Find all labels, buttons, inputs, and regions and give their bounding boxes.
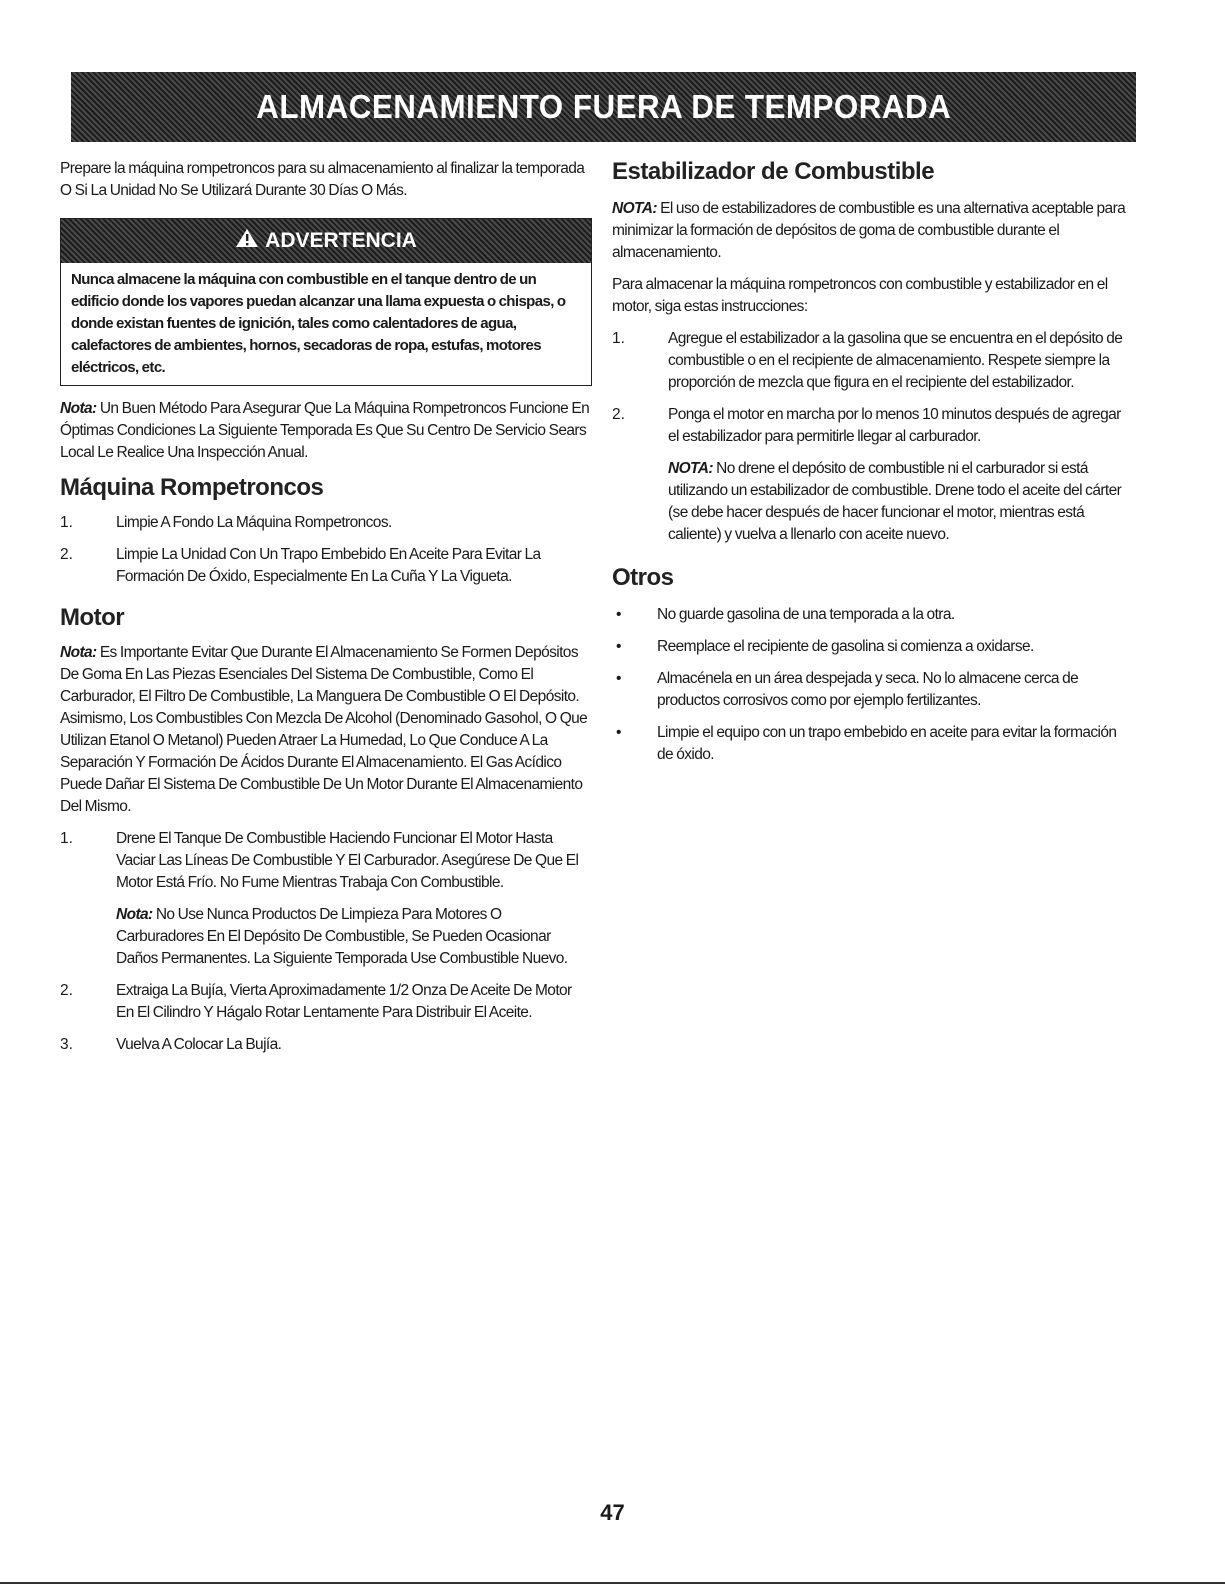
bullet-item <box>612 604 1132 626</box>
bullet-text: Reemplace el recipiente de gasolina si comienza a oxidarse. <box>657 638 1034 655</box>
list-item <box>60 512 592 534</box>
bullet-text: Almacénela en un área despejada y seca. No lo almacene cerca de productos corrosivos como por ejemplo fertilizantes. <box>657 670 1079 709</box>
item-number: 2. <box>612 406 625 423</box>
list-item <box>60 828 592 894</box>
page-title: ALMACENAMIENTO FUERA DE TEMPORADA <box>256 88 951 125</box>
bullet-marker: • <box>616 670 622 687</box>
item-text: Drene El Tanque De Combustible Haciendo Funcionar El Motor Hasta Vaciar Las Líneas De Combustible Y El Carburador. Asegúrese De Que El Motor Está Frío. No Fume Mientras Trabaja Con Combustible. <box>116 830 579 891</box>
item-text: Agregue el estabilizador a la gasolina que se encuentra en el depósito de combustible o en el recipiente de almacenamiento. Respete siempre la proporción de mezcla que figura en el recipiente del estabilizador. <box>668 330 1123 391</box>
page-number: 47 <box>600 1500 625 1525</box>
warning-header <box>61 219 591 263</box>
nota-text: No drene el depósito de combustible ni el carburador si está utilizando un estabilizador de combustible. Drene todo el aceite del cárter (se debe hacer después de hacer funcionar el motor, mientras está caliente) y vuelva a llenarlo con aceite nuevo. <box>668 460 1122 543</box>
item-text: Extraiga La Bujía, Vierta Aproximadamente 1/2 Onza De Aceite De Motor En El Cilindro Y Hágalo Rotar Lentamente Para Distribuir El Aceite. <box>116 982 572 1021</box>
nota-label: Nota: <box>116 906 153 923</box>
item-number: 2. <box>60 546 73 563</box>
left-column <box>60 158 592 1066</box>
nota-label: NOTA: <box>612 200 657 217</box>
nota-text: Un Buen Método Para Asegurar Que La Máquina Rompetroncos Funcione En Óptimas Condiciones La Siguiente Temporada Es Que Su Centro De Servicio Sears Local Le Realice Una Inspección Anual. <box>60 400 590 461</box>
nota-label: Nota: <box>60 400 97 417</box>
right-column <box>612 158 1132 776</box>
section-heading-estabilizador: Estabilizador de Combustible <box>612 158 935 185</box>
bullet-text: Limpie el equipo con un trapo embebido en aceite para evitar la formación de óxido. <box>657 724 1117 763</box>
sub-nota-paragraph <box>668 458 1132 546</box>
section-heading-otros: Otros <box>612 564 674 591</box>
list-item <box>612 404 1132 448</box>
estabilizador-paragraph: Para almacenar la máquina rompetroncos con combustible y estabilizador en el motor, siga estas instrucciones: <box>612 276 1108 315</box>
warning-text: Nunca almacene la máquina con combustible en el tanque dentro de un edificio donde los vapores puedan alcanzar una llama expuesta o chispas, o donde existan fuentes de ignición, tales como calentadores de agua, calefactores de ambientes, hornos, secadoras de ropa, estufas, motores eléctricos, etc. <box>71 271 566 376</box>
bullet-item <box>612 722 1132 766</box>
warning-triangle-icon <box>235 228 259 254</box>
list-item <box>60 544 592 588</box>
nota-text: El uso de estabilizadores de combustible es una alternativa aceptable para minimizar la formación de depósitos de goma de combustible durante el almacenamiento. <box>612 200 1126 261</box>
list-item <box>60 1034 592 1056</box>
nota-label: NOTA: <box>668 460 713 477</box>
sub-nota-paragraph <box>116 904 592 970</box>
estabilizador-nota-paragraph <box>612 198 1132 264</box>
item-number: 1. <box>60 514 73 531</box>
section-heading-maquina: Máquina Rompetroncos <box>60 474 324 501</box>
bullet-marker: • <box>616 638 622 655</box>
bottom-rule <box>0 1582 1225 1584</box>
section-heading-motor: Motor <box>60 604 125 631</box>
nota-text: Es Importante Evitar Que Durante El Almacenamiento Se Formen Depósitos De Goma En Las Piezas Esenciales Del Sistema De Combustible, Como El Carburador, El Filtro De Combustible, La Manguera De Combustible O El Depósito. Asimismo, Los Combustibles Con Mezcla De Alcohol (Denominado Gasohol, O Que Utilizan Etanol O Metanol) Pueden Atraer La Humedad, Lo Que Conduce A La Separación Y Formación De Ácidos Durante El Almacenamiento. El Gas Acídico Puede Dañar El Sistema De Combustible De Un Motor Durante El Almacenamiento Del Mismo. <box>60 644 588 815</box>
nota-label: Nota: <box>60 644 97 661</box>
bullet-item <box>612 668 1132 712</box>
item-text: Ponga el motor en marcha por lo menos 10 minutos después de agregar el estabilizador para permitirle llegar al carburador. <box>668 406 1121 445</box>
item-number: 1. <box>60 830 73 847</box>
page-banner <box>71 72 1136 142</box>
motor-nota-paragraph <box>60 642 592 818</box>
list-item <box>60 980 592 1024</box>
bullet-text: No guarde gasolina de una temporada a la otra. <box>657 606 955 623</box>
list-item <box>612 328 1132 394</box>
item-number: 3. <box>60 1036 73 1053</box>
bullet-item <box>612 636 1132 658</box>
item-text: Vuelva A Colocar La Bujía. <box>116 1036 282 1053</box>
item-number: 2. <box>60 982 73 999</box>
warning-title: ADVERTENCIA <box>265 229 417 252</box>
nota-paragraph <box>60 398 592 464</box>
bullet-marker: • <box>616 606 622 623</box>
item-text: Limpie A Fondo La Máquina Rompetroncos. <box>116 514 392 531</box>
intro-paragraph: Prepare la máquina rompetroncos para su almacenamiento al finalizar la temporada O Si La Unidad No Se Utilizará Durante 30 Días O Más. <box>60 160 585 199</box>
warning-box <box>60 218 592 386</box>
nota-text: No Use Nunca Productos De Limpieza Para Motores O Carburadores En El Depósito De Combustible, Se Pueden Ocasionar Daños Permanentes. La Siguiente Temporada Use Combustible Nuevo. <box>116 906 568 967</box>
item-text: Limpie La Unidad Con Un Trapo Embebido En Aceite Para Evitar La Formación De Óxido, Especialmente En La Cuña Y La Vigueta. <box>116 546 541 585</box>
bullet-marker: • <box>616 724 622 741</box>
item-number: 1. <box>612 330 625 347</box>
